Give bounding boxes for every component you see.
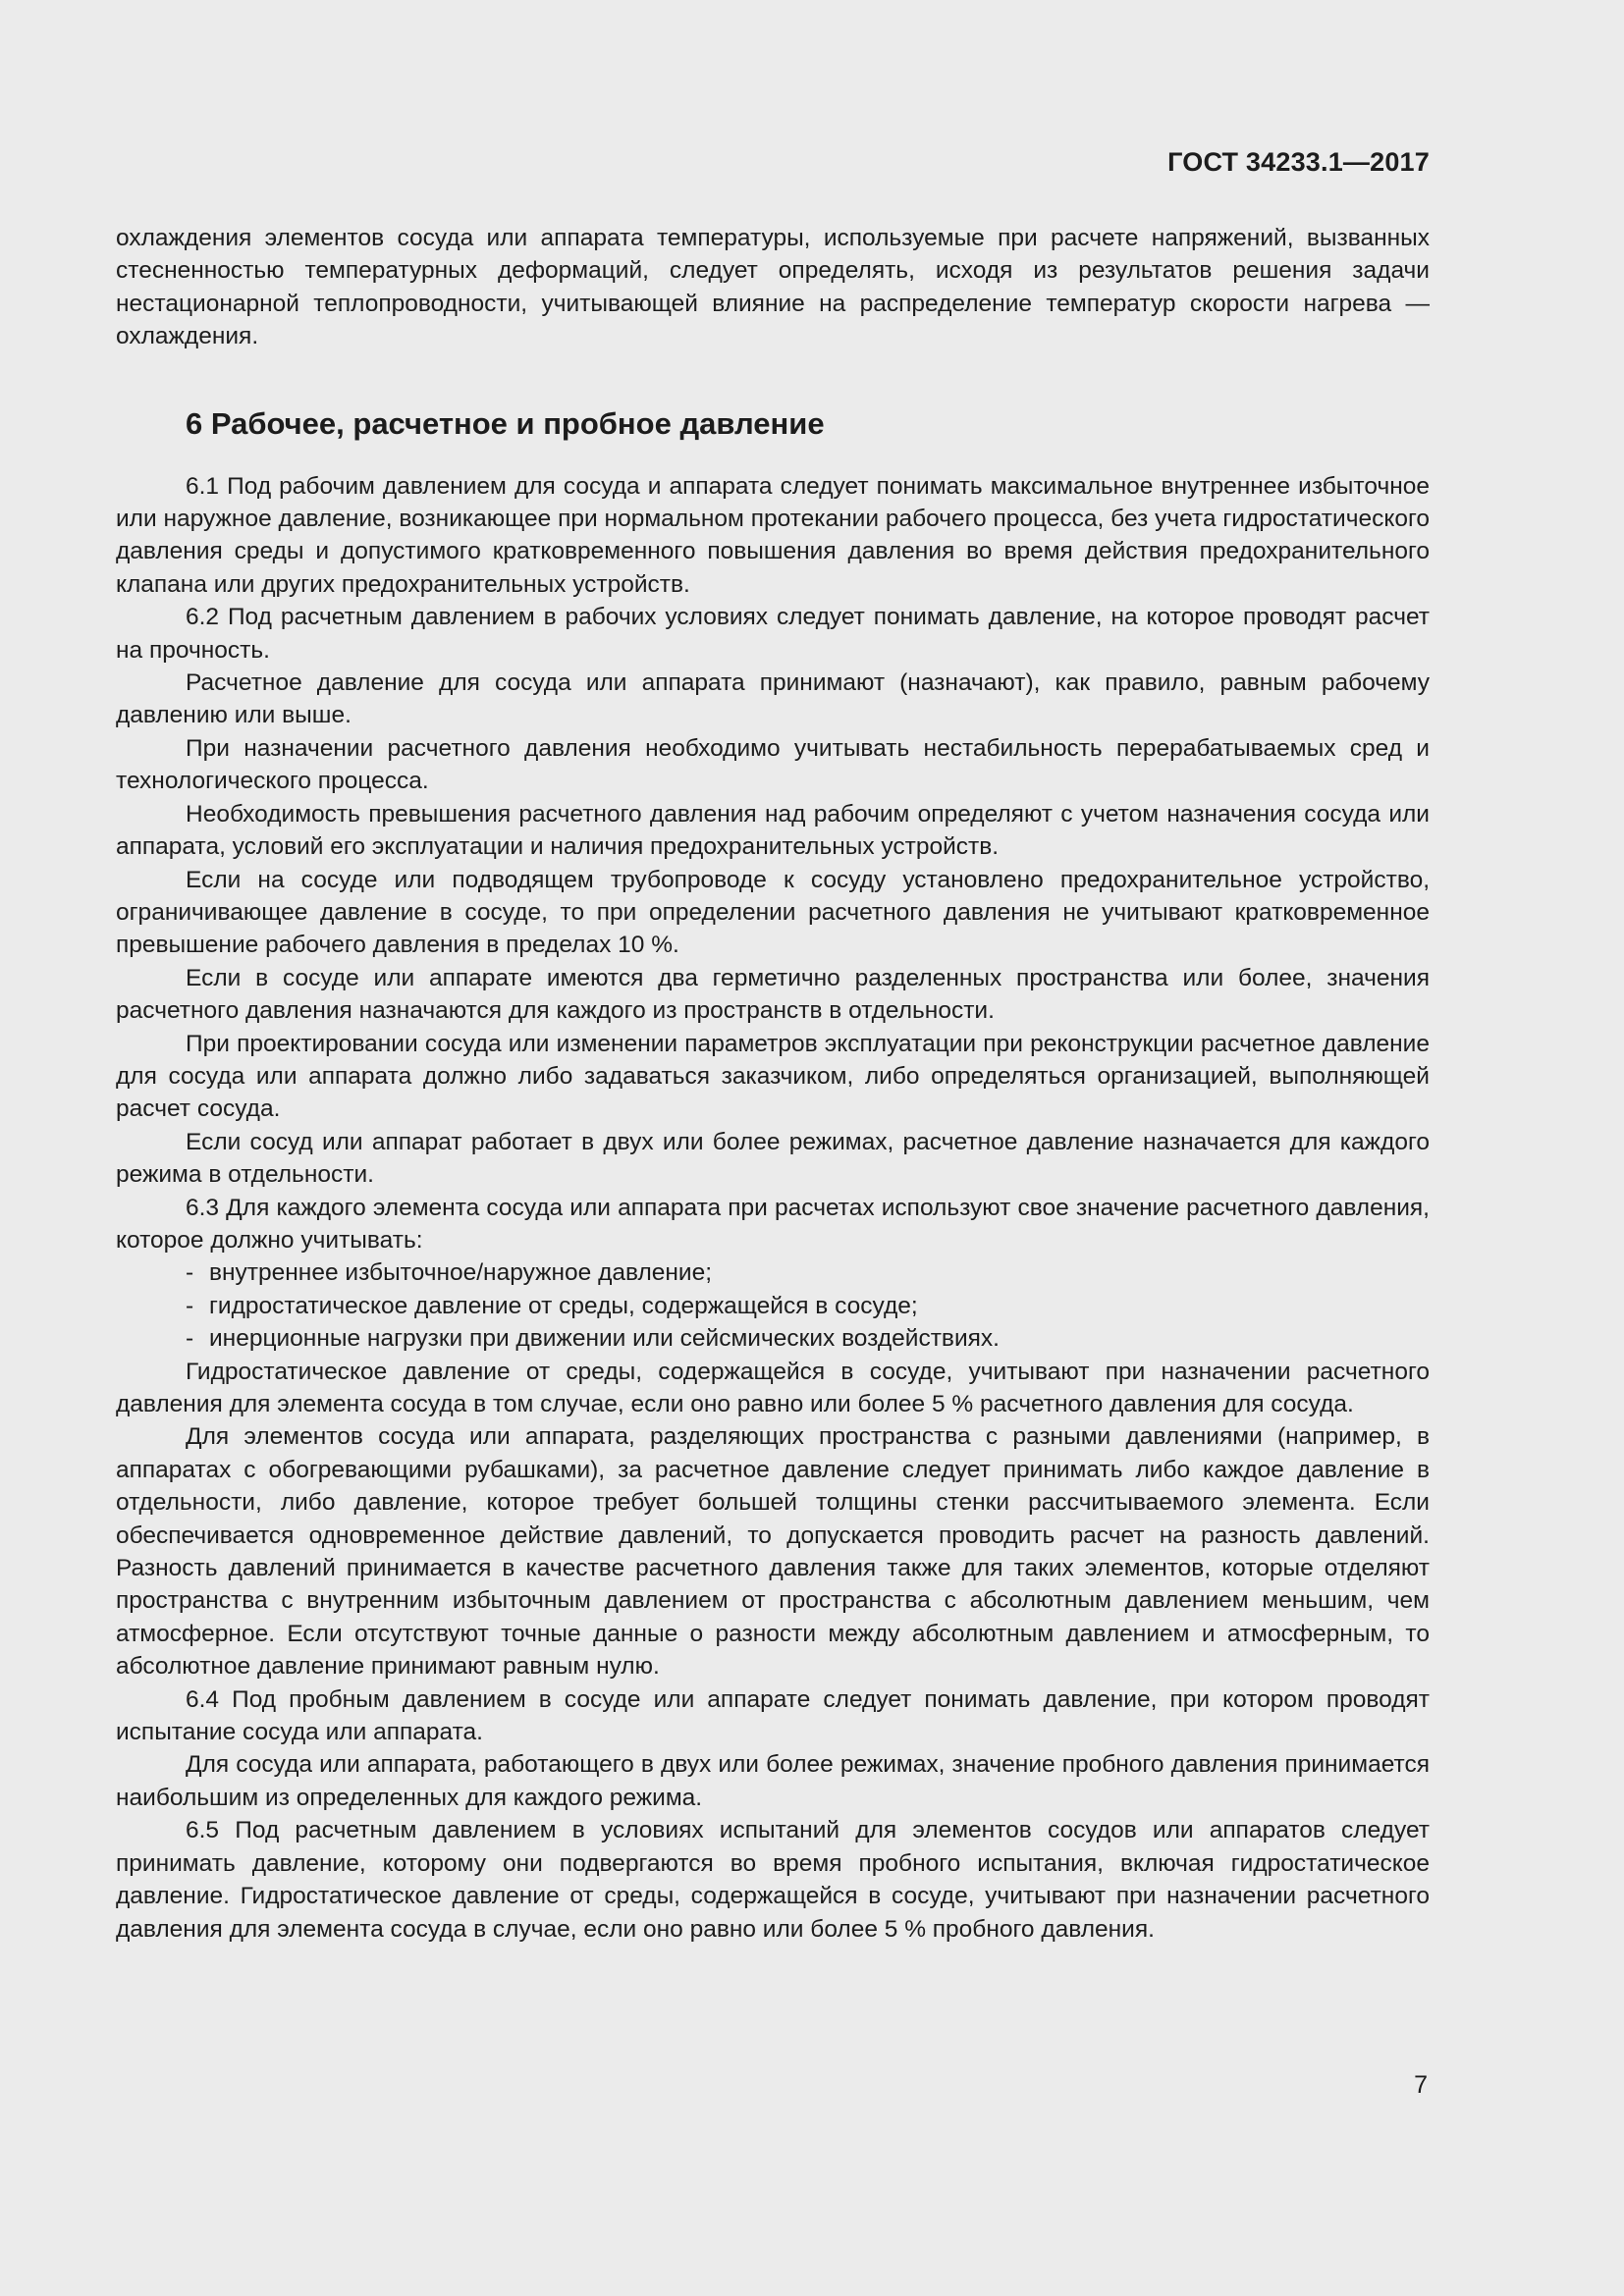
- paragraph: Расчетное давление для сосуда или аппарата принимают (назначают), как правило, равным рабочему давлению или выше.: [116, 669, 1430, 729]
- document-header: ГОСТ 34233.1—2017: [1167, 147, 1430, 177]
- paragraph: Если в сосуде или аппарате имеются два герметично разделенных пространства или более, значения расчетного давления назначаются для каждого из пространств в отдельности.: [116, 964, 1430, 1025]
- list-item-text: внутреннее избыточное/наружное давление;: [209, 1259, 713, 1287]
- list-item-text: инерционные нагрузки при движении или сейсмических воздействиях.: [209, 1325, 1000, 1353]
- list-marker: -: [186, 1292, 194, 1319]
- paragraph: Гидростатическое давление от среды, содержащейся в сосуде, учитывают при назначении расчетного давления для элемента сосуда в том случае, если оно равно или более 5 % расчетного давления для сосуда.: [116, 1358, 1430, 1417]
- paragraph-6-1: 6.1 Под рабочим давлением для сосуда и аппарата следует понимать максимальное внутреннее избыточное или наружное давление, возникающее при нормальном протекании рабочего процесса, без учета гидростатического давления среды и допустимого кратковременного повышения давления во время действия предохранительного клапана или других предохранительных устройств.: [116, 472, 1430, 598]
- section-title: 6 Рабочее, расчетное и пробное давление: [186, 405, 825, 441]
- list-item: [186, 1290, 1430, 1322]
- list-marker: -: [186, 1259, 194, 1287]
- list-item-text: гидростатическое давление от среды, содержащейся в сосуде;: [209, 1292, 918, 1319]
- list-item: [186, 1256, 1430, 1289]
- intro-paragraph: охлаждения элементов сосуда или аппарата температуры, используемые при расчете напряжений, вызванных стесненностью температурных деформаций, следует определять, исходя из результатов решения задачи нестационарной теплопроводности, учитывающей влияние на распределение температур скорости нагрева — охлаждения.: [116, 225, 1430, 350]
- paragraph: Для сосуда или аппарата, работающего в двух или более режимах, значение пробного давления принимается наибольшим из определенных для каждого режима.: [116, 1751, 1430, 1811]
- page-number: 7: [1414, 2071, 1428, 2099]
- paragraph: Необходимость превышения расчетного давления над рабочим определяют с учетом назначения сосуда или аппарата, условий его эксплуатации и наличия предохранительных устройств.: [116, 800, 1430, 861]
- paragraph: Если сосуд или аппарат работает в двух или более режимах, расчетное давление назначается для каждого режима в отдельности.: [116, 1128, 1430, 1189]
- paragraph-6-2: 6.2 Под расчетным давлением в рабочих условиях следует понимать давление, на которое проводят расчет на прочность.: [116, 604, 1430, 664]
- list-item: [186, 1322, 1430, 1355]
- list-marker: -: [186, 1325, 194, 1353]
- paragraph-6-4: 6.4 Под пробным давлением в сосуде или аппарате следует понимать давление, при котором проводят испытание сосуда или аппарата.: [116, 1685, 1430, 1746]
- paragraph-6-3: 6.3 Для каждого элемента сосуда или аппарата при расчетах используют свое значение расчетного давления, которое должно учитывать:: [116, 1194, 1430, 1254]
- paragraph: При проектировании сосуда или изменении параметров эксплуатации при реконструкции расчетное давление для сосуда или аппарата должно либо задаваться заказчиком, либо определяться организацией, выполняющей расчет сосуда.: [116, 1030, 1430, 1123]
- paragraph-6-5: 6.5 Под расчетным давлением в условиях испытаний для элементов сосудов или аппаратов следует принимать давление, которому они подвергаются во время пробного испытания, включая гидростатическое давление. Гидростатическое давление от среды, содержащейся в сосуде, учитывают при назначении расчетного давления для элемента сосуда в случае, если оно равно или более 5 % пробного давления.: [116, 1817, 1430, 1943]
- paragraph: Для элементов сосуда или аппарата, разделяющих пространства с разными давлениями (например, в аппаратах с обогревающими рубашками), за расчетное давление следует принимать либо каждое давление в отдельности, либо давление, которое требует большей толщины стенки рассчитываемого элемента. Если обеспечивается одновременное действие давлений, то допускается проводить расчет на разность давлений. Разность давлений принимается в качестве расчетного давления также для таких элементов, которые отделяют пространства с внутренним избыточным давлением от пространства с абсолютным давлением меньшим, чем атмосферное. Если отсутствуют точные данные о разности между абсолютным давлением и атмосферным, то абсолютное давление принимают равным нулю.: [116, 1423, 1430, 1681]
- paragraph: Если на сосуде или подводящем трубопроводе к сосуду установлено предохранительное устройство, ограничивающее давление в сосуде, то при определении расчетного давления не учитывают кратковременное превышение рабочего давления в пределах 10 %.: [116, 866, 1430, 959]
- document-body: [116, 222, 1430, 1946]
- paragraph: При назначении расчетного давления необходимо учитывать нестабильность перерабатываемых сред и технологического процесса.: [116, 734, 1430, 795]
- pressure-list: [116, 1256, 1430, 1355]
